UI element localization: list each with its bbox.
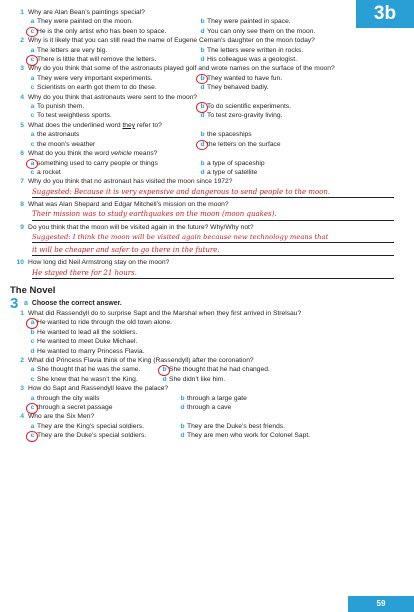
options	[28, 318, 402, 356]
option-letter: b	[200, 131, 205, 139]
option-text: They are the Duke’s special soldiers.	[37, 432, 147, 440]
option-text: To test zero-gravity living.	[207, 112, 283, 120]
option-c[interactable]	[28, 111, 198, 120]
option-c[interactable]	[28, 168, 198, 177]
exercise-header	[10, 294, 402, 312]
circled-option-letter: d	[198, 140, 207, 149]
option-d[interactable]	[198, 111, 402, 120]
question-number: 3	[20, 385, 24, 393]
option-text: They are the King’s special soldiers.	[37, 422, 144, 430]
option-letter: d	[200, 56, 205, 64]
handwritten-answer[interactable]: Their mission was to study earthquakes on the moon (moon quakes).	[32, 209, 394, 220]
question-number: 10	[16, 259, 24, 267]
question	[10, 93, 402, 102]
option-b[interactable]	[178, 394, 402, 403]
circled-option-letter: c	[28, 55, 37, 64]
option-b[interactable]	[198, 130, 402, 139]
question-number: 9	[20, 223, 24, 231]
option-a[interactable]	[28, 394, 178, 403]
option-b[interactable]	[198, 17, 402, 26]
options	[28, 365, 402, 384]
question-number: 1	[20, 9, 24, 16]
option-text: To test weightless sports.	[37, 112, 112, 120]
option-text: the moon’s weather	[37, 140, 96, 148]
option-letter: d	[30, 347, 35, 355]
option-letter: d	[200, 168, 205, 176]
question-text-part: What do you think the word	[28, 150, 111, 158]
option-text: She knew that he wasn’t the King.	[37, 375, 138, 383]
circled-option-letter: c	[28, 403, 37, 412]
question-text: What did Princess Flavia think of the King (Rassendyll) after the coronation?	[28, 356, 254, 364]
question-text: How do Sapt and Rassendyll leave the palace?	[28, 385, 169, 393]
question	[10, 121, 402, 130]
option-letter: c	[30, 338, 35, 346]
option-c[interactable]	[28, 27, 198, 36]
option-b[interactable]	[198, 102, 402, 111]
option-letter: d	[200, 112, 205, 120]
question-number: 6	[20, 150, 24, 158]
question	[10, 177, 402, 186]
question-text: What was Alan Shepard and Edgar Mitchell’s mission on the moon?	[28, 200, 229, 208]
option-letter: c	[30, 112, 35, 120]
option-text: She thought that he was the same.	[37, 366, 141, 374]
option-text: something used to carry people or things	[37, 159, 158, 167]
circled-option-letter: c	[28, 431, 37, 440]
option-letter: c	[30, 84, 35, 92]
option-b[interactable]	[198, 159, 402, 168]
option-d[interactable]	[198, 27, 402, 36]
option-a[interactable]	[28, 365, 160, 374]
option-c[interactable]	[28, 375, 160, 384]
option-letter: b	[200, 46, 205, 54]
option-c[interactable]	[28, 83, 198, 92]
option-d[interactable]	[28, 347, 402, 356]
underlined-word: they	[122, 121, 136, 129]
question	[10, 8, 402, 17]
option-a[interactable]	[28, 74, 198, 83]
option-letter: a	[30, 394, 35, 402]
option-text: the astronauts	[37, 131, 80, 139]
option-d[interactable]	[198, 168, 402, 177]
option-a[interactable]	[28, 318, 402, 327]
option-text: She didn’t like him.	[169, 375, 226, 383]
worksheet	[10, 8, 402, 441]
option-text: Scientists on earth got them to do these.	[37, 84, 157, 92]
option-text: the letters on the surface	[207, 140, 281, 148]
option-a[interactable]	[28, 102, 198, 111]
option-text: through a secret passage	[37, 404, 113, 412]
options	[28, 159, 402, 178]
options	[28, 102, 402, 121]
page-number: 59	[348, 596, 414, 612]
question-text-part: means?	[131, 150, 158, 158]
option-letter: d	[162, 375, 167, 383]
option-b[interactable]	[160, 365, 402, 374]
circled-option-letter: c	[28, 27, 37, 36]
option-a[interactable]	[28, 17, 198, 26]
option-text: They are the Duke’s best friends.	[187, 422, 286, 430]
option-letter: d	[180, 404, 185, 412]
option-d[interactable]	[178, 431, 402, 440]
option-b[interactable]	[178, 422, 402, 431]
question-number: 4	[20, 93, 24, 101]
option-letter: a	[30, 131, 35, 139]
option-letter: d	[200, 27, 205, 35]
question	[10, 258, 402, 267]
option-text: The letters were written in rocks.	[207, 46, 304, 54]
option-c[interactable]	[28, 431, 178, 440]
option-letter: b	[200, 18, 205, 26]
option-text: They were very important experiments.	[37, 74, 153, 82]
option-text: They were painted in space.	[207, 18, 291, 26]
option-text: The letters are very big.	[37, 46, 108, 54]
question-number: 1	[20, 309, 24, 317]
option-d[interactable]	[198, 83, 402, 92]
options	[28, 422, 402, 441]
option-text: through the city walls	[37, 394, 100, 402]
option-letter: a	[30, 422, 35, 430]
option-b[interactable]	[28, 328, 402, 337]
option-letter: c	[30, 168, 35, 176]
option-text: She thought that he had changed.	[169, 366, 270, 374]
option-b[interactable]	[198, 46, 402, 55]
option-text: He wanted to lead all the soldiers.	[37, 328, 138, 336]
option-text: They are men who work for Colonel Sapt.	[187, 432, 311, 440]
option-a[interactable]	[28, 422, 178, 431]
handwritten-answer[interactable]: it will be cheaper and safer to go there in the future.	[32, 245, 394, 256]
option-text: There is little that will remove the letters.	[37, 56, 157, 64]
question-text: Why are Alan Bean’s paintings special?	[28, 9, 145, 16]
question-number: 2	[20, 37, 24, 45]
option-text: a rocket	[37, 168, 61, 176]
option-text: His colleague was a geologist.	[207, 56, 297, 64]
question-number: 5	[20, 121, 24, 129]
question	[10, 64, 402, 73]
question-number: 4	[20, 413, 24, 421]
option-d[interactable]	[198, 55, 402, 64]
question-number: 3	[20, 65, 24, 73]
option-letter: d	[180, 432, 185, 440]
question	[10, 36, 402, 45]
option-letter: b	[180, 394, 185, 402]
option-text: He wanted to ride through the old town alone.	[37, 319, 172, 327]
option-c[interactable]	[28, 140, 198, 149]
unit-tab: 3b	[356, 0, 414, 28]
question-text: Why is it likely that you can still read the name of Eugene Cernan’s daughter on the moon today?	[28, 37, 315, 45]
option-b[interactable]	[198, 74, 402, 83]
circled-option-letter: b	[198, 74, 207, 83]
handwritten-answer[interactable]: Suggested: I think the moon will be visited again because new technology means that	[32, 232, 394, 243]
option-text: a type of satellite	[207, 168, 258, 176]
option-text: You can only see them on the moon.	[207, 27, 316, 35]
options	[28, 17, 402, 36]
option-text: They were painted on the moon.	[37, 18, 133, 26]
option-text: They behaved badly.	[207, 84, 269, 92]
question-number: 7	[20, 178, 24, 186]
question-text: Why do you think that no astronaut has visited the moon since 1972?	[28, 178, 233, 186]
option-letter: c	[30, 375, 35, 383]
option-text: He wanted to meet Duke Michael.	[37, 338, 138, 346]
options	[28, 74, 402, 93]
option-text: through a large gate	[187, 394, 247, 402]
circled-option-letter: b	[198, 102, 207, 111]
option-text: To do scientific experiments.	[207, 103, 292, 111]
handwritten-answer[interactable]: He stayed there for 21 hours.	[32, 268, 394, 279]
option-letter: c	[30, 140, 35, 148]
question-text: Do you think that the moon will be visited again in the future? Why/Why not?	[28, 223, 254, 231]
option-text: the spaceships	[207, 131, 252, 139]
option-letter: b	[200, 159, 205, 167]
italic-word: vehicle	[110, 150, 132, 158]
option-c[interactable]	[28, 337, 402, 346]
option-text: To punish them.	[37, 103, 85, 111]
option-letter: b	[30, 328, 35, 336]
question	[10, 412, 402, 421]
question	[10, 200, 402, 209]
option-d[interactable]	[198, 140, 402, 149]
circled-option-letter: a	[28, 159, 37, 168]
option-a[interactable]	[28, 130, 198, 139]
option-d[interactable]	[160, 375, 402, 384]
options	[28, 130, 402, 149]
question-text: Who are the Six Men?	[28, 413, 95, 421]
question-number: 8	[20, 200, 24, 208]
exercise-instruction: Choose the correct answer.	[31, 299, 122, 307]
question-text	[28, 121, 402, 130]
option-text: They wanted to have fun.	[207, 74, 283, 82]
option-letter: a	[30, 103, 35, 111]
question-text: Why do you think that some of the astronauts played golf and wrote names on the surface of the moon?	[28, 65, 335, 73]
question-number: 2	[20, 356, 24, 364]
option-text: He is the only artist who has been to space.	[37, 27, 167, 35]
option-c[interactable]	[28, 403, 178, 412]
option-d[interactable]	[178, 403, 402, 412]
option-letter: a	[30, 18, 35, 26]
question	[10, 356, 402, 365]
question-text: What did Rassendyll do to surprise Sapt and the Marshal when they first arrived in Strelsau?	[28, 309, 302, 317]
exercise-letter: a	[24, 299, 28, 307]
option-letter: a	[30, 46, 35, 54]
question	[10, 309, 402, 318]
question	[10, 384, 402, 393]
question	[10, 223, 402, 232]
option-c[interactable]	[28, 55, 198, 64]
options	[28, 46, 402, 65]
circled-option-letter: a	[28, 318, 37, 327]
option-a[interactable]	[28, 46, 198, 55]
question-text: Why do you think that astronauts were sent to the moon?	[28, 93, 198, 101]
question-text-part: refer to?	[135, 121, 162, 129]
option-letter: a	[30, 366, 35, 374]
option-text: He wanted to marry Princess Flavia.	[37, 347, 145, 355]
question-text: How long did Neil Armstrong stay on the moon?	[28, 259, 170, 267]
section-heading: The Novel	[10, 284, 56, 296]
options	[28, 394, 402, 413]
question-text	[28, 149, 402, 158]
option-letter: d	[200, 84, 205, 92]
option-text: through a cave	[187, 404, 232, 412]
option-letter: b	[180, 422, 185, 430]
handwritten-answer[interactable]: Suggested: Because it is very expensive and dangerous to send people to the moon.	[32, 187, 394, 198]
option-text: a type of spaceship	[207, 159, 265, 167]
exercise-number: 3	[10, 294, 19, 312]
option-a[interactable]	[28, 159, 198, 168]
question-text-part: What does the underlined word	[28, 121, 123, 129]
question	[10, 149, 402, 158]
option-letter: a	[30, 74, 35, 82]
circled-option-letter: b	[160, 365, 169, 374]
